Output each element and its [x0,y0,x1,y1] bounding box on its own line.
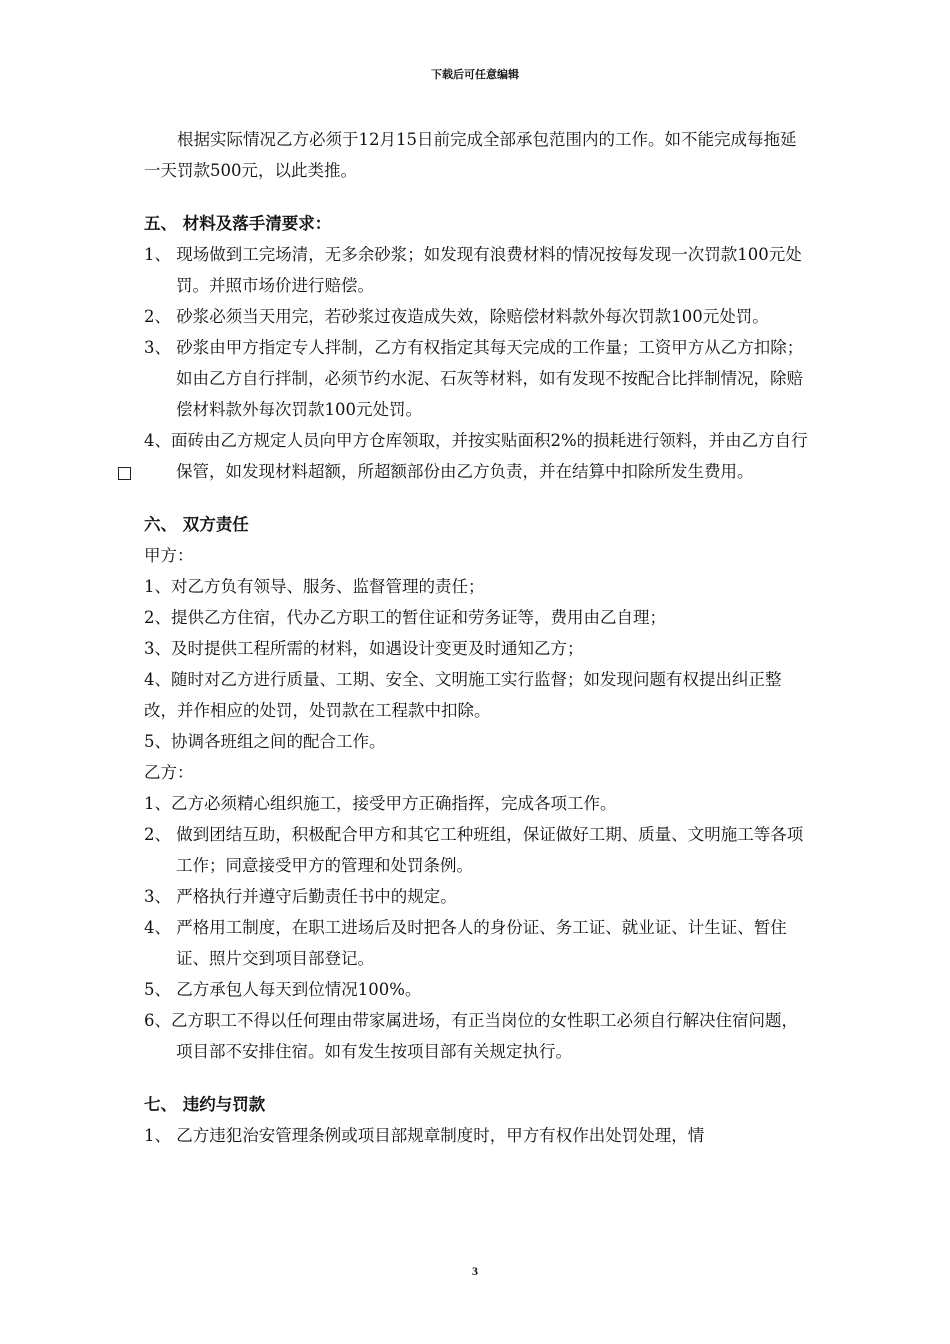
section7-item-1: 1、 乙方违犯治安管理条例或项目部规章制度时，甲方有权作出处罚处理，情 [144,1126,705,1145]
party-b-item-6: 6、乙方职工不得以任何理由带家属进场，有正当岗位的女性职工必须自行解决住宿问题，项目部不安排住宿。如有发生按项目部有关规定执行。 [144,1011,798,1061]
party-b-item-1: 1、乙方必须精心组织施工，接受甲方正确指挥，完成各项工作。 [144,794,617,813]
party-a-item-4: 4、随时对乙方进行质量、工期、安全、文明施工实行监督；如发现问题有权提出纠正整改，并作相应的处罚，处罚款在工程款中扣除。 [144,670,782,720]
party-a-item-1: 1、对乙方负有领导、服务、监督管理的责任； [144,577,485,596]
section5-title: 五、 材料及落手清要求： [144,214,332,233]
section5-item-3: 3、 砂浆由甲方指定专人拌制，乙方有权指定其每天完成的工作量；工资甲方从乙方扣除；如由乙方自行拌制，必须节约水泥、石灰等材料，如有发现不按配合比拌制情况，除赔偿材料款外每次罚款100元处罚。 [144,338,804,419]
section7-title: 七、 违约与罚款 [144,1095,266,1114]
party-b-item-2: 2、 做到团结互助，积极配合甲方和其它工种班组，保证做好工期、质量、文明施工等各项工作；同意接受甲方的管理和处罚条例。 [144,825,804,875]
document-body [144,124,808,1151]
party-b-label: 乙方： [144,763,194,782]
party-b-item-4: 4、 严格用工制度，在职工进场后及时把各人的身份证、务工证、就业证、计生证、暂住证、照片交到项目部登记。 [144,918,787,968]
party-a-item-5: 5、协调各班组之间的配合工作。 [144,732,386,751]
party-a-label: 甲方： [144,546,194,565]
party-a-item-3: 3、及时提供工程所需的材料，如遇设计变更及时通知乙方； [144,639,584,658]
section5-item-2: 2、 砂浆必须当天用完，若砂浆过夜造成失效，除赔偿材料款外每次罚款100元处罚。 [144,307,769,326]
party-a-item-2: 2、提供乙方住宿，代办乙方职工的暂住证和劳务证等，费用由乙自理； [144,608,666,627]
section5-item-4: 4、面砖由乙方规定人员向甲方仓库领取，并按实贴面积2%的损耗进行领料，并由乙方自行保管，如发现材料超额，所超额部份由乙方负责，并在结算中扣除所发生费用。 [144,431,808,481]
party-b-item-5: 5、 乙方承包人每天到位情况100%。 [144,980,422,999]
page-header: 下载后可任意编辑 [431,68,519,81]
party-b-item-3: 3、 严格执行并遵守后勤责任书中的规定。 [144,887,457,906]
page-number: 3 [472,1264,478,1278]
section5-item-1: 1、 现场做到工完场清，无多余砂浆；如发现有浪费材料的情况按每发现一次罚款100元处罚。并照市场价进行赔偿。 [144,245,802,295]
section6-title: 六、 双方责任 [144,515,249,534]
intro-paragraph: 根据实际情况乙方必须于12月15日前完成全部承包范围内的工作。如不能完成每拖延一天罚款500元，以此类推。 [144,130,797,180]
checkbox[interactable] [118,467,131,480]
